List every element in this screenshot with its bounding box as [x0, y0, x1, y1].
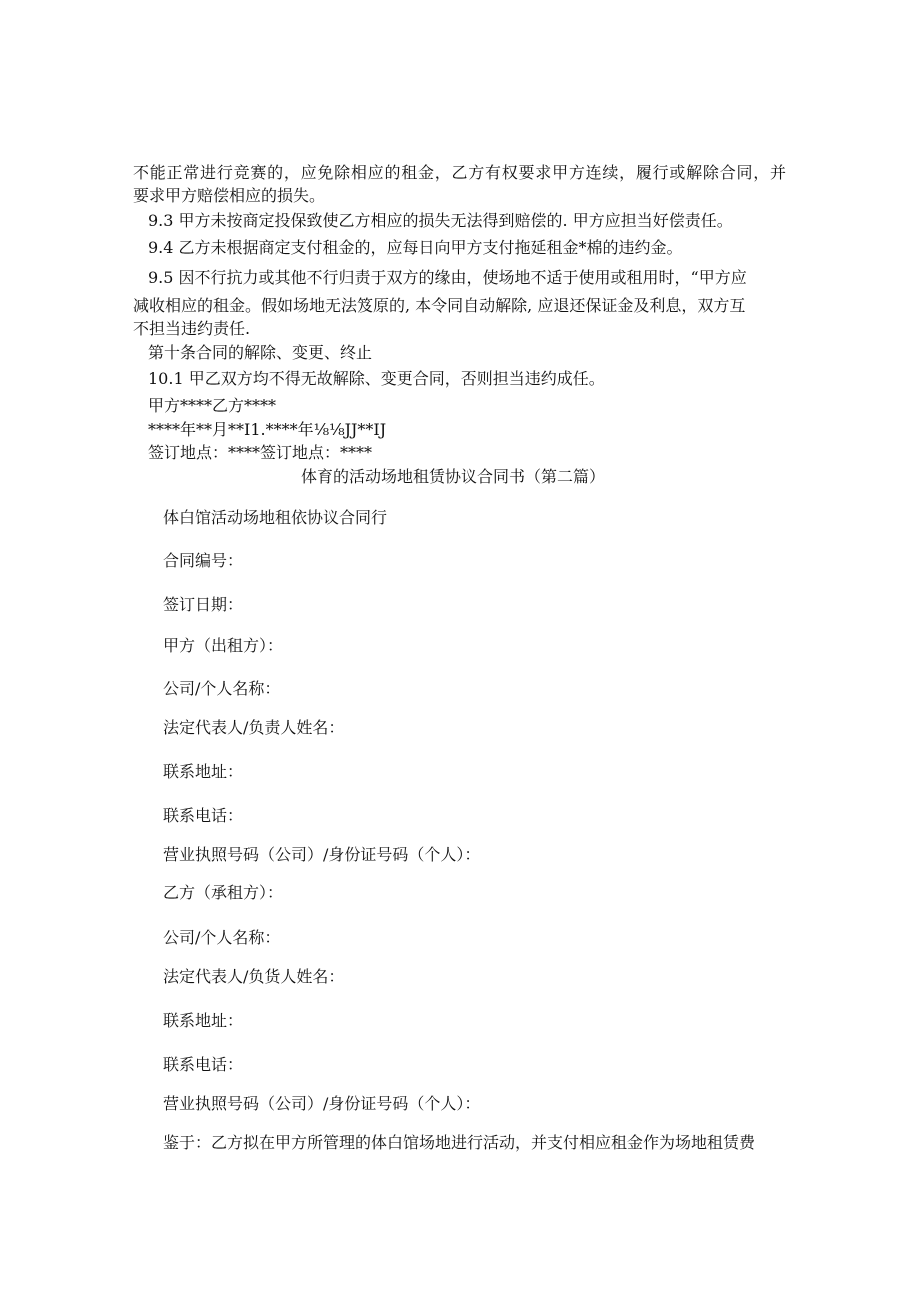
party-a-name-label: 公司/个人名称：	[163, 679, 281, 698]
party-b-address-label: 联系地址：	[163, 1011, 244, 1030]
party-a-phone-label: 联系电话：	[163, 806, 244, 825]
para-9-5-line2: 减收相应的租金。假如场地无法笈原的, 本令同自动解除, 应退还保证金及利息，双方互	[133, 296, 746, 315]
second-part-subtitle: 体白馆活动场地租依协议合同行	[163, 508, 388, 527]
para-9-5-line3: 不担当违约责任.	[133, 319, 251, 338]
party-b-phone-label: 联系电话：	[163, 1055, 244, 1074]
party-a-representative-label: 法定代表人/负责人姓名：	[163, 718, 345, 737]
para-10-1: 10.1 甲乙双方均不得无故解除、变更合同，否则担当违约成任。	[148, 369, 605, 388]
signature-dates: ****年**月**I1.****年⅛⅛JJ**IJ	[148, 420, 387, 439]
second-part-heading: 体育的活动场地租赁协议合同书（第二篇）	[301, 467, 606, 486]
signature-parties: 甲方****乙方****	[148, 396, 277, 415]
party-b-name-label: 公司/个人名称：	[163, 928, 281, 947]
para-9-4: 9.4 乙方未根据商定支付租金的，应每日向甲方支付拖延租金*棉的违约金。	[148, 238, 683, 257]
article-10-title: 第十条合同的解除、变更、终止	[148, 343, 373, 362]
party-b-label: 乙方（承租方）：	[163, 883, 284, 902]
para-9-2-cont-line1: 不能正常进行竞赛的，应免除相应的租金，乙方有权要求甲方连续，履行或解除合同，并	[133, 163, 786, 182]
party-a-id-label: 营业执照号码（公司）/身份证号码（个人）：	[163, 845, 481, 864]
party-a-address-label: 联系地址：	[163, 762, 244, 781]
para-9-3: 9.3 甲方未按商定投保致使乙方相应的损失无法得到赔偿的. 甲方应担当好偿责任。	[148, 211, 733, 230]
para-9-5-line1: 9.5 因不行抗力或其他不行归责于双方的缘由，使场地不适于使用或租用时，“甲方应	[148, 268, 747, 287]
para-9-2-cont-line2: 要求甲方赔偿相应的损失。	[133, 186, 326, 205]
party-b-id-label: 营业执照号码（公司）/身份证号码（个人）：	[163, 1094, 481, 1113]
whereas-clause: 鉴于：乙方拟在甲方所管理的体白馆场地进行活动，并支付相应租金作为场地租赁费	[163, 1133, 756, 1152]
party-b-representative-label: 法定代表人/负货人姓名：	[163, 967, 345, 986]
contract-number-label: 合同编号：	[163, 551, 244, 570]
sign-date-label: 签订日期：	[163, 595, 244, 614]
party-a-label: 甲方（出租方）：	[163, 636, 284, 655]
signature-places: 签订地点：****签订地点：****	[148, 443, 373, 462]
